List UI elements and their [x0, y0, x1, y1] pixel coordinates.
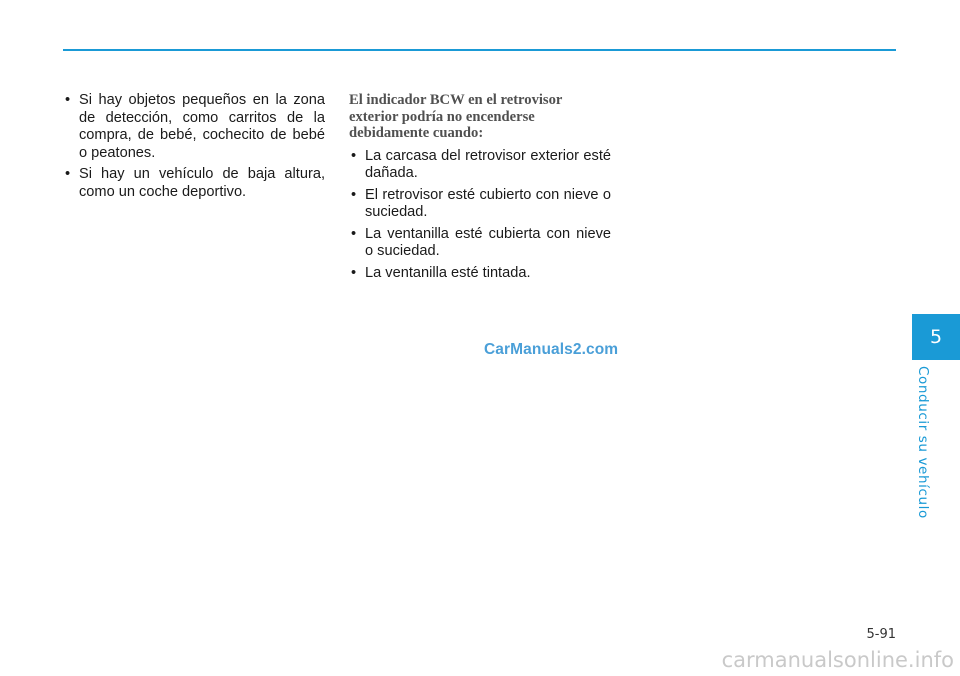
- header-rule: [63, 49, 896, 51]
- site-watermark-link[interactable]: CarManuals2.com: [484, 341, 619, 358]
- list-item: • La ventanilla esté tintada.: [349, 265, 611, 283]
- chapter-number: 5: [929, 326, 943, 348]
- list-item: • La ventanilla esté cubierta con nieve o suciedad.: [349, 226, 611, 261]
- page-number: 5-91: [866, 627, 896, 642]
- list-item: • Si hay objetos pequeños en la zona de detección, como carritos de la compra, de bebé, cochecito de bebé o peatones.: [63, 92, 325, 162]
- right-column: [349, 92, 611, 286]
- footer-watermark: carmanualsonline.info: [721, 648, 954, 672]
- left-bullet-list: [63, 92, 325, 201]
- chapter-tab: [912, 314, 960, 360]
- right-bullet-list: [349, 148, 611, 283]
- chapter-title: Conducir su vehículo: [915, 366, 931, 519]
- left-column: [63, 92, 325, 205]
- list-item: • Si hay un vehículo de baja altura, como un coche deportivo.: [63, 166, 325, 201]
- section-heading: El indicador BCW en el retrovisor exterior podría no encenderse debidamente cuando:: [349, 92, 563, 141]
- list-item: • La carcasa del retrovisor exterior esté dañada.: [349, 148, 611, 183]
- list-item: • El retrovisor esté cubierto con nieve o suciedad.: [349, 187, 611, 222]
